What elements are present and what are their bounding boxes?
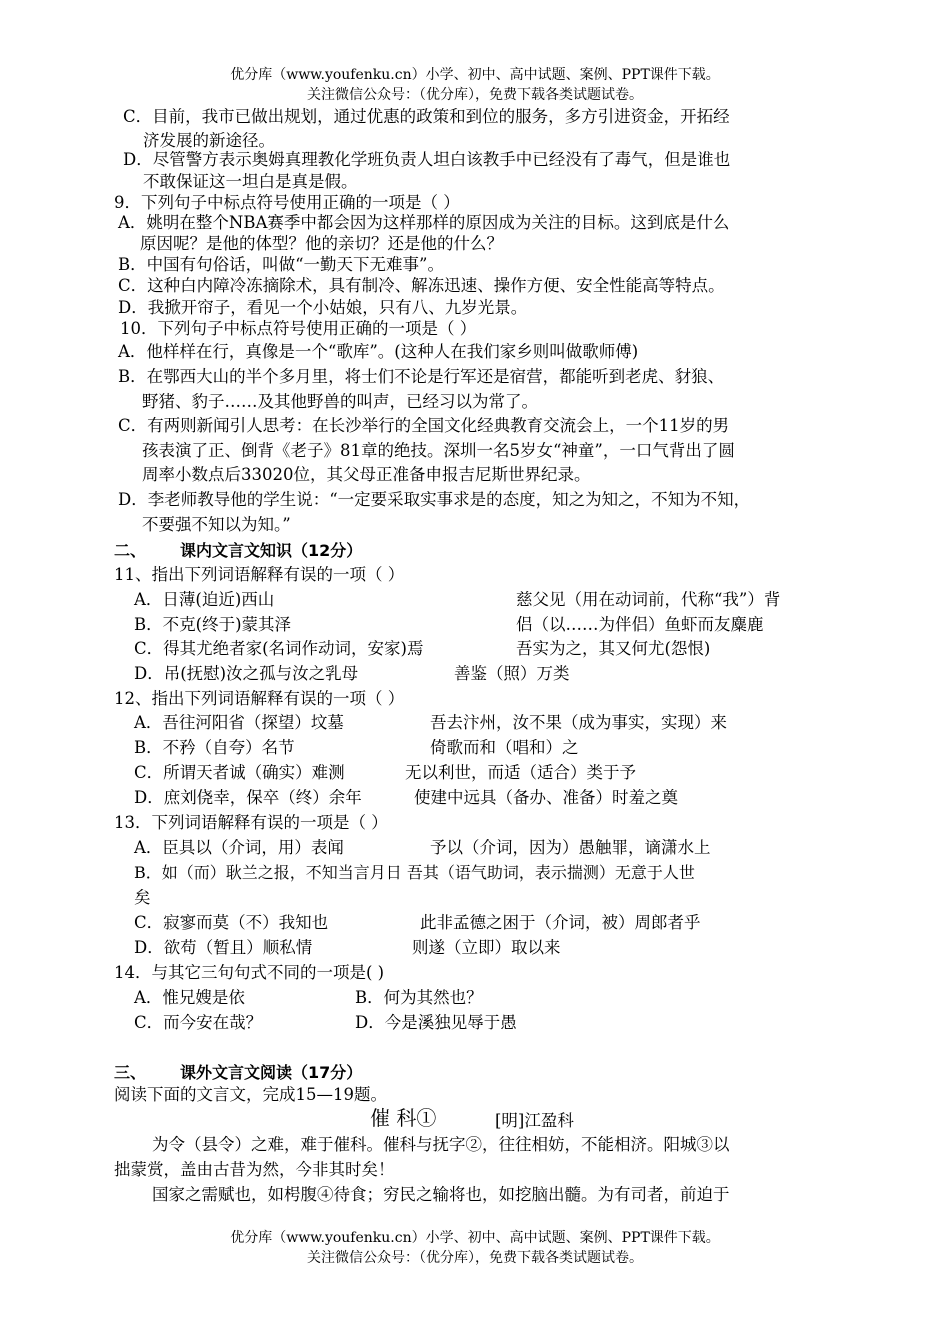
q14-option-b: B．何为其然也？ <box>355 988 483 1007</box>
q8-option-d-line1: D．尽管警方表示奥姆真理教化学班负责人坦白该教手中已经没有了毒气，但是谁也 <box>123 150 731 169</box>
q9-stem: 9．下列句子中标点符号使用正确的一项是（ ） <box>114 193 460 212</box>
q11-option-d-right: 善鉴（照）万类 <box>454 664 570 683</box>
q12-option-c-right: 无以利世，而适（适合）类于予 <box>405 763 636 782</box>
q9-option-d: D．我掀开帘子，看见一个小姑娘，只有八、九岁光景。 <box>118 298 528 317</box>
q12-option-a-right: 吾去汴州，汝不果（成为事实，实现）来 <box>430 713 727 732</box>
q9-option-c: C．这种白内障冷冻摘除术，具有制冷、解冻迅速、操作方便、安全性能高等特点。 <box>118 276 725 295</box>
q11-option-c-right: 吾实为之，其又何尤(怨恨) <box>516 639 711 658</box>
q12-stem: 12、指出下列词语解释有误的一项（ ） <box>114 689 405 708</box>
passage-p1-line1: 为令（县令）之难，难于催科。催科与抚字②，往往相妨，不能相济。阳城③以 <box>152 1135 730 1154</box>
section3-number: 三、 <box>114 1063 147 1082</box>
footer-line-2: 关注微信公众号：（优分库），免费下载各类试题试卷。 <box>307 1250 643 1266</box>
q14-option-a: A．惟兄嫂是依 <box>134 988 245 1007</box>
footer-line-1: 优分库（www.youfenku.cn）小学、初中、高中试题、案例、PPT课件下载。 <box>230 1230 720 1246</box>
passage-p1-line2: 拙蒙赏，盖由古昔为然，今非其时矣！ <box>114 1160 395 1179</box>
q13-option-c-right: 此非孟德之困于（介词，被）周郎者乎 <box>420 913 701 932</box>
q10-option-c-line3: 周率小数点后33020位，其父母正准备申报吉尼斯世界纪录。 <box>142 465 591 484</box>
q11-option-b-left: B．不克(终于)蒙其泽 <box>134 615 291 634</box>
q10-option-a: A．他样样在行，真像是一个“歌库”。(这种人在我们家乡则叫做歌师傅) <box>118 342 639 361</box>
q13-option-a-left: A．臣具以（介词，用）表闻 <box>134 838 344 857</box>
passage-author: [明]江盈科 <box>495 1111 574 1130</box>
q11-option-d-left: D．吊(抚慰)汝之孤与汝之乳母 <box>134 664 359 683</box>
q10-option-d-line2: 不要强不知以为知。” <box>142 515 291 534</box>
q14-option-c: C．而今安在哉？ <box>134 1013 263 1032</box>
q14-stem: 14．与其它三句句式不同的一项是( ) <box>114 963 385 982</box>
q10-option-d-line1: D．李老师教导他的学生说：“一定要采取实事求是的态度，知之为知之，不知为不知， <box>118 490 751 509</box>
q10-option-c-line1: C．有两则新闻引人思考：在长沙举行的全国文化经典教育交流会上，一个11岁的男 <box>118 416 730 435</box>
passage-p2-line1: 国家之需赋也，如枵腹④待食；穷民之输将也，如挖脑出髓。为有司者，前迫于 <box>152 1185 730 1204</box>
q9-option-b: B．中国有句俗话，叫做“一勤天下无难事”。 <box>118 255 444 274</box>
q10-option-c-line2: 孩表演了正、倒背《老子》81章的绝技。深圳一名5岁女“神童”，一口气背出了圆 <box>142 441 735 460</box>
q11-stem: 11、指出下列词语解释有误的一项（ ） <box>114 565 405 584</box>
q11-option-b-right: 侣（以……为伴侣）鱼虾而友麋鹿 <box>516 615 764 634</box>
header-line-1: 优分库（www.youfenku.cn）小学、初中、高中试题、案例、PPT课件下载。 <box>230 67 720 83</box>
q11-option-a-left: A．日薄(迫近)西山 <box>134 590 275 609</box>
q10-stem: 10．下列句子中标点符号使用正确的一项是（ ） <box>120 319 477 338</box>
q12-option-c-left: C．所谓天者诚（确实）难测 <box>134 763 345 782</box>
section3-title: 课外文言文阅读（17分） <box>180 1063 363 1082</box>
section2-title: 课内文言文知识（12分） <box>180 541 363 560</box>
q12-option-b-left: B．不矜（自夸）名节 <box>134 738 295 757</box>
q14-option-d: D．今是溪独见辱于愚 <box>355 1013 517 1032</box>
q13-option-c-left: C．寂寥而莫（不）我知也 <box>134 913 329 932</box>
q8-option-d-line2: 不敢保证这一坦白是真是假。 <box>143 172 358 191</box>
q9-option-a-line1: A．姚明在整个NBA赛季中都会因为这样那样的原因成为关注的目标。这到底是什么 <box>118 213 730 232</box>
q11-option-c-left: C．得其尤绝者家(名词作动词，安家)焉 <box>134 639 424 658</box>
q9-option-a-line2: 原因呢？是他的体型？他的亲切？还是他的什么？ <box>140 234 503 253</box>
q13-option-b-line2: 矣 <box>134 888 151 907</box>
section2-number: 二、 <box>114 541 147 560</box>
q13-option-b-line1: B．如（而）耿兰之报，不知当言月日 吾其（语气助词，表示揣测）无意于人世 <box>134 863 695 882</box>
q10-option-b-line2: 野猪、豹子……及其他野兽的叫声，已经习以为常了。 <box>142 392 538 411</box>
q12-option-d-right: 使建中远具（备办、准备）时羞之奠 <box>414 788 678 807</box>
q12-option-d-left: D．庶刘侥幸，保卒（终）余年 <box>134 788 362 807</box>
q13-option-d-left: D．欲苟（暂且）顺私情 <box>134 938 313 957</box>
q8-option-c-line2: 济发展的新途径。 <box>143 131 275 150</box>
q13-option-a-right: 予以（介词，因为）愚触罪，谪潇水上 <box>430 838 711 857</box>
passage-title: 催 科① <box>370 1106 437 1130</box>
q12-option-a-left: A．吾往河阳省（探望）坟墓 <box>134 713 344 732</box>
header-line-2: 关注微信公众号：（优分库），免费下载各类试题试卷。 <box>307 87 643 103</box>
reading-intro: 阅读下面的文言文，完成15—19题。 <box>114 1085 387 1104</box>
q12-option-b-right: 倚歌而和（唱和）之 <box>430 738 579 757</box>
q13-option-d-right: 则遂（立即）取以来 <box>412 938 561 957</box>
q8-option-c-line1: C．目前，我市已做出规划，通过优惠的政策和到位的服务，多方引进资金，开拓经 <box>123 107 730 126</box>
q11-option-a-right: 慈父见（用在动词前，代称“我”）背 <box>516 590 781 609</box>
q10-option-b-line1: B．在鄂西大山的半个多月里，将士们不论是行军还是宿营，都能听到老虎、豺狼、 <box>118 367 725 386</box>
q13-stem: 13．下列词语解释有误的一项是（ ） <box>114 813 388 832</box>
